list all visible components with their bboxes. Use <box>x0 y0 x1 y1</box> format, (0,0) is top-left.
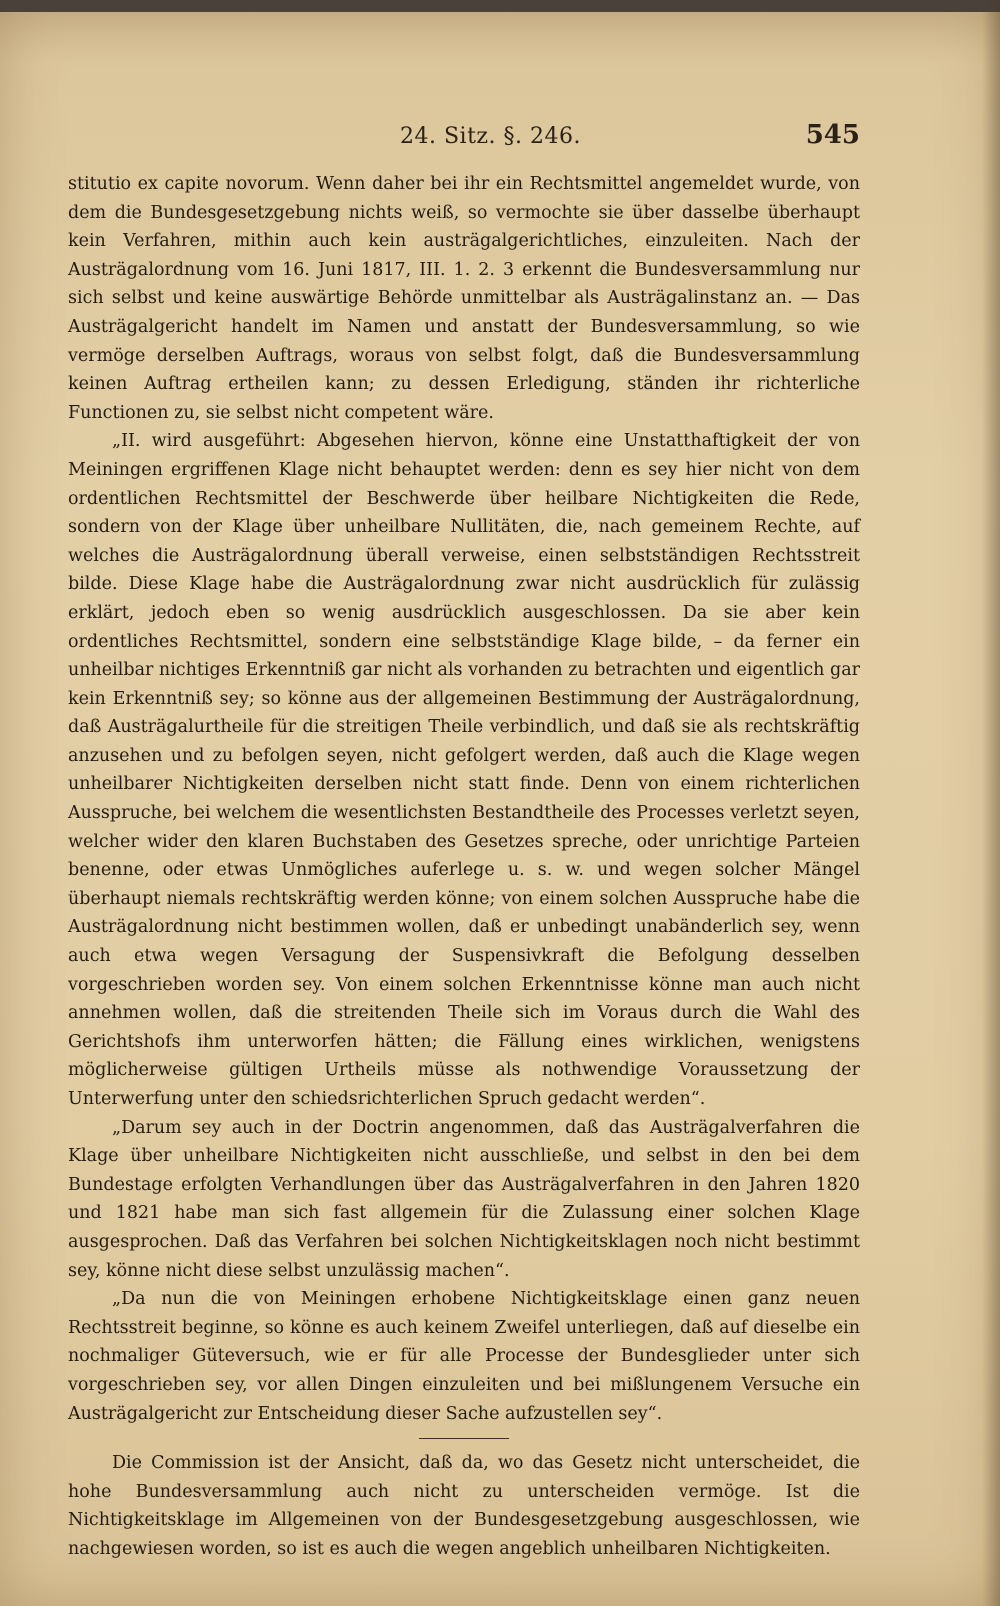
page-binding-edge <box>0 0 1000 12</box>
page-header <box>70 120 860 158</box>
page-number: 545 <box>805 120 860 150</box>
running-head: 24. Sitz. §. 246. <box>400 124 581 149</box>
paragraph-doctrine: „Darum sey auch in der Doctrin angenommen, daß das Austrägalverfahren die Klage über unheilbare Nichtigkeiten nicht ausschließe, und selbst in den bei dem Bundestage erfolgten Verhandlungen über das Austrägalverfahren in den Jahren 1820 und 1821 habe man sich fast allgemein für die Zulassung einer solchen Klage ausgesprochen. Daß das Verfahren bei solchen Nichtigkeitsklagen noch nicht bestimmt sey, könne nicht diese selbst unzulässig machen“. <box>68 1117 860 1281</box>
paragraph-commission-view: Die Commission ist der Ansicht, daß da, wo das Gesetz nicht unterscheidet, die hohe Bundesversammlung auch nicht zu unterscheiden vermöge. Ist die Nichtigkeitsklage im Allgemeinen von der Bundesgesetzgebung ausgeschlossen, wie nachgewiesen worden, so ist es auch die wegen angeblich unheilbaren Nichtigkeiten. <box>68 1453 860 1559</box>
paragraph-new-suit: „Da nun die von Meiningen erhobene Nichtigkeitsklage einen ganz neuen Rechtsstreit beginne, so könne es auch keinem Zweifel unterliegen, daß auf dieselbe ein nochmaliger Güteversuch, wie er für alle Processe der Bundesglieder unter sich vorgeschrieben sey, vor allen Dingen einzuleiten und bei mißlungenem Versuche ein Austrägalgericht zur Entscheidung dieser Sache aufzustellen sey“. <box>68 1289 860 1424</box>
page-edge-shadow <box>982 0 1000 1606</box>
body-text <box>68 170 860 1564</box>
paragraph-section-II: „II. wird ausgeführt: Abgesehen hiervon, könne eine Unstatthaftigkeit der von Meiningen ergriffenen Klage nicht behauptet werden: denn es sey hier nicht von dem ordentlichen Rechtsmittel der Beschwerde über heilbare Nichtigkeiten die Rede, sondern von der Klage über unheilbare Nullitäten, die, nach gemeinem Rechte, auf welches die Austrägalordnung überall verweise, einen selbstständigen Rechtsstreit bilde. Diese Klage habe die Austrägalordnung zwar nicht ausdrücklich für zulässig erklärt, jedoch eben so wenig ausdrücklich ausgeschlossen. Da sie aber kein ordentliches Rechtsmittel, sondern eine selbstständige Klage bilde, – da ferner ein unheilbar nichtiges Erkenntniß gar nicht als vorhanden zu betrachten und eigentlich gar kein Erkenntniß sey; so könne aus der allgemeinen Bestimmung der Austrägalordnung, daß Austrägalurtheile für die streitigen Theile verbindlich, und daß sie als rechtskräftig anzusehen und zu befolgen seyen, nicht gefolgert werden, daß auch die Klage wegen unheilbarer Nichtigkeiten derselben nicht statt finde. Denn von einem richterlichen Ausspruche, bei welchem die wesentlichsten Bestandtheile des Processes verletzt seyen, welcher wider den klaren Buchstaben des Gesetzes spreche, oder unrichtige Parteien benenne, oder etwas Unmögliches auferlege u. s. w. und wegen solcher Mängel überhaupt niemals rechtskräftig werden könne; von einem solchen Ausspruche habe die Austrägalordnung nicht bestimmen wollen, daß er unbedingt unabänderlich sey, wenn auch etwa wegen Versagung der Suspensivkraft die Befolgung desselben vorgeschrieben worden sey. Von einem solchen Erkenntnisse könne man auch nicht annehmen wollen, daß die streitenden Theile sich im Voraus durch die Wahl des Gerichtshofs ihm unterworfen hätten; die Fällung eines wirklichen, wenigstens möglicherweise gültigen Urtheils müsse als nothwendige Voraussetzung der Unterwerfung unter den schiedsrichterlichen Spruch gedacht werden“. <box>68 431 860 1109</box>
section-divider <box>419 1438 509 1439</box>
paragraph-continuation: stitutio ex capite novorum. Wenn daher bei ihr ein Rechtsmittel angemeldet wurde, von dem die Bundesgesetzgebung nichts weiß, so vermochte sie über dasselbe überhaupt kein Verfahren, mithin auch kein austrägalgerichtliches, einzuleiten. Nach der Austrägalordnung vom 16. Juni 1817, III. 1. 2. 3 erkennt die Bundesversammlung nur sich selbst und keine auswärtige Behörde unmittelbar als Austrägalinstanz an. — Das Austrägalgericht handelt im Namen und anstatt der Bundesversammlung, so wie vermöge derselben Auftrags, woraus von selbst folgt, daß die Bundesversammlung keinen Auftrag ertheilen kann; zu dessen Erledigung, ständen ihr richterliche Functionen zu, sie selbst nicht competent wäre. <box>68 174 860 423</box>
